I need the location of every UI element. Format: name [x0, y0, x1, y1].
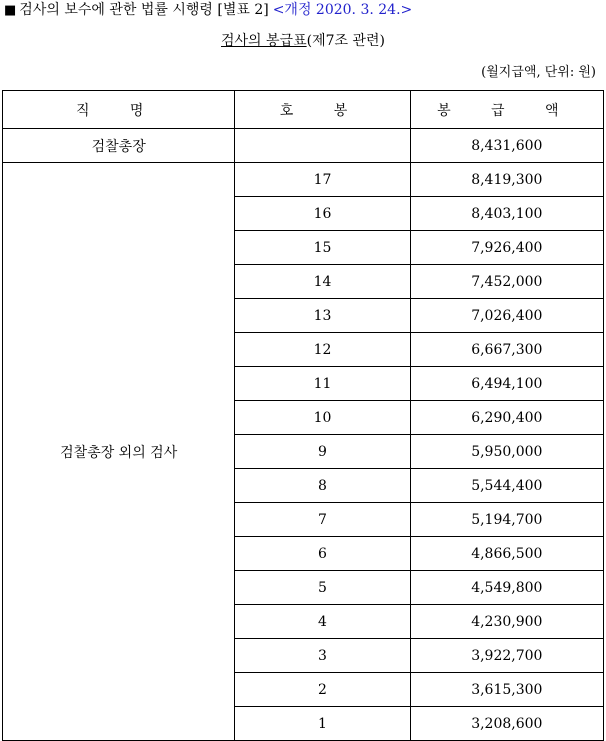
- title-sub: (제7조 관련): [306, 33, 385, 49]
- cell-grade: [235, 129, 410, 163]
- unit-note: (월지급액, 단위: 원): [481, 65, 596, 80]
- cell-position: 검찰총장: [3, 129, 235, 163]
- cell-amount: 8,403,100: [410, 197, 603, 231]
- cell-amount: 5,544,400: [410, 469, 603, 503]
- header-amount: 봉 급 액: [410, 91, 603, 129]
- salary-table: [2, 90, 604, 741]
- cell-grade: 11: [235, 367, 410, 401]
- square-bullet-icon: ■: [4, 3, 17, 18]
- cell-amount: 7,926,400: [410, 231, 603, 265]
- cell-grade: 14: [235, 265, 410, 299]
- header-grade: 호 봉: [235, 91, 410, 129]
- amendment-note: <개정 2020. 3. 24.>: [272, 2, 413, 18]
- cell-amount: 6,494,100: [410, 367, 603, 401]
- cell-grade: 7: [235, 503, 410, 537]
- cell-amount: 7,026,400: [410, 299, 603, 333]
- table-header-row: [3, 91, 604, 129]
- cell-grade: 16: [235, 197, 410, 231]
- cell-grade: 9: [235, 435, 410, 469]
- cell-amount: 3,208,600: [410, 707, 603, 741]
- cell-amount: 4,866,500: [410, 537, 603, 571]
- cell-position-group: 검찰총장 외의 검사: [3, 163, 235, 741]
- title-main: 검사의 봉급표: [221, 33, 307, 49]
- cell-amount: 6,290,400: [410, 401, 603, 435]
- cell-amount: 5,194,700: [410, 503, 603, 537]
- cell-grade: 13: [235, 299, 410, 333]
- cell-grade: 3: [235, 639, 410, 673]
- cell-grade: 17: [235, 163, 410, 197]
- cell-amount: 8,431,600: [410, 129, 603, 163]
- cell-amount: 4,549,800: [410, 571, 603, 605]
- header-line: [4, 1, 412, 19]
- cell-grade: 6: [235, 537, 410, 571]
- cell-grade: 8: [235, 469, 410, 503]
- cell-grade: 2: [235, 673, 410, 707]
- cell-grade: 15: [235, 231, 410, 265]
- cell-grade: 12: [235, 333, 410, 367]
- cell-amount: 3,922,700: [410, 639, 603, 673]
- page-title: [0, 31, 606, 51]
- cell-grade: 10: [235, 401, 410, 435]
- header-position: 직 명: [3, 91, 235, 129]
- law-title: 검사의 보수에 관한 법률 시행령 [별표 2]: [19, 2, 269, 18]
- cell-amount: 7,452,000: [410, 265, 603, 299]
- cell-amount: 4,230,900: [410, 605, 603, 639]
- cell-amount: 5,950,000: [410, 435, 603, 469]
- table-row: [3, 129, 604, 163]
- cell-grade: 5: [235, 571, 410, 605]
- cell-amount: 6,667,300: [410, 333, 603, 367]
- cell-grade: 4: [235, 605, 410, 639]
- cell-amount: 3,615,300: [410, 673, 603, 707]
- cell-amount: 8,419,300: [410, 163, 603, 197]
- table-row: [3, 163, 604, 197]
- cell-grade: 1: [235, 707, 410, 741]
